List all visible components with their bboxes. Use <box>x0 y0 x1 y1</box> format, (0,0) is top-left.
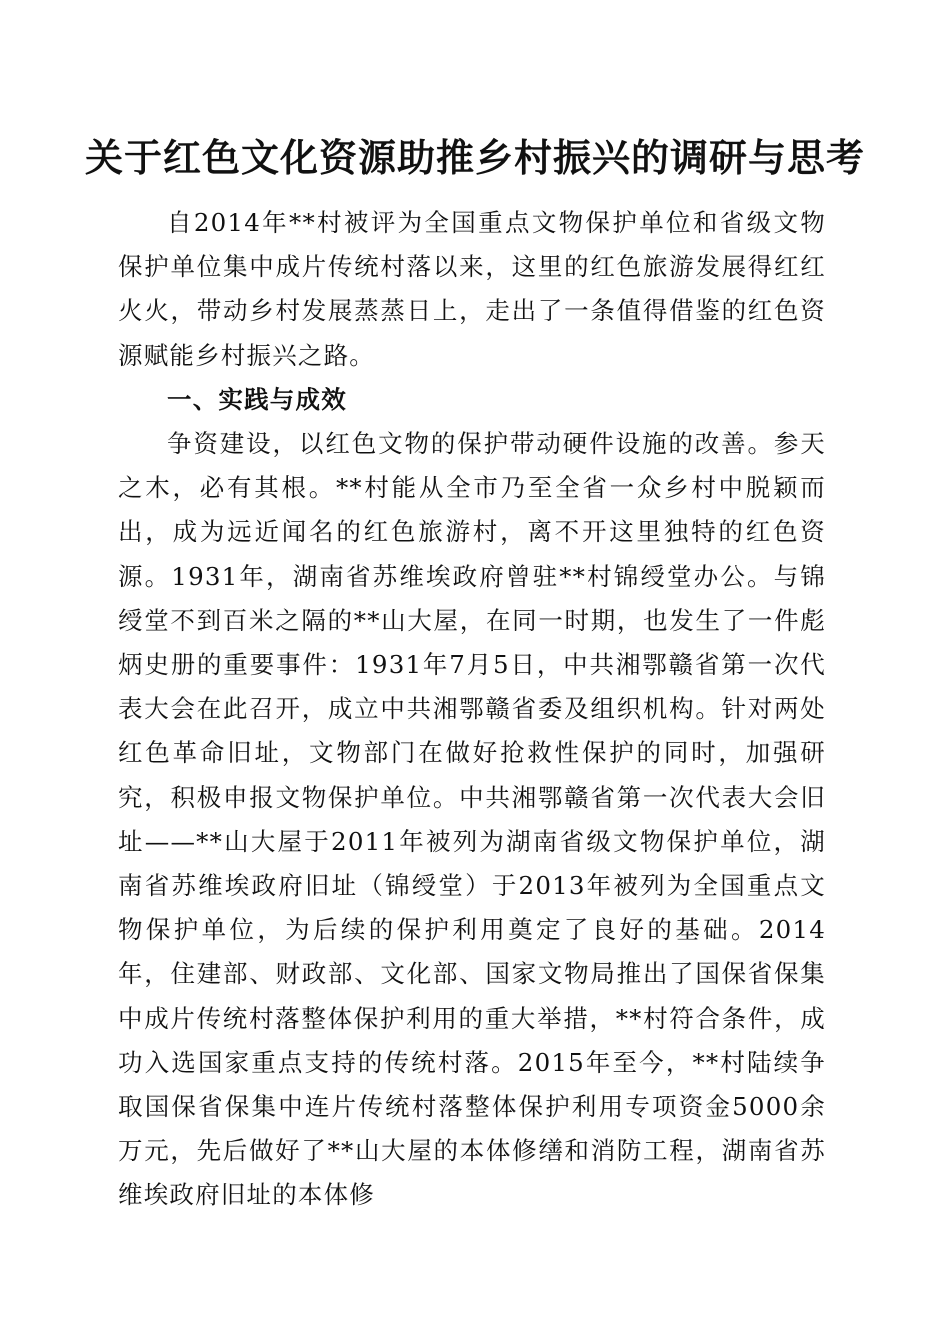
intro-paragraph: 自2014年**村被评为全国重点文物保护单位和省级文物保护单位集中成片传统村落以来，这里的红色旅游发展得红红火火，带动乡村发展蒸蒸日上，走出了一条值得借鉴的红色资源赋能乡村振兴之路。 <box>118 208 826 370</box>
document-title: 关于红色文化资源助推乡村振兴的调研与思考 <box>84 136 865 180</box>
section-heading: 一、实践与成效 <box>167 384 347 414</box>
document-body <box>118 201 826 1218</box>
body-paragraph: 争资建设，以红色文物的保护带动硬件设施的改善。参天之木，必有其根。**村能从全市乃至全省一众乡村中脱颖而出，成为远近闻名的红色旅游村，离不开这里独特的红色资源。1931年，湖南省苏维埃政府曾驻**村锦绶堂办公。与锦绶堂不到百米之隔的**山大屋，在同一时期，也发生了一件彪炳史册的重要事件：1931年7月5日，中共湘鄂赣省第一次代表大会在此召开，成立中共湘鄂赣省委及组织机构。针对两处红色革命旧址，文物部门在做好抢救性保护的同时，加强研究，积极申报文物保护单位。中共湘鄂赣省第一次代表大会旧址——**山大屋于2011年被列为湖南省级文物保护单位，湖南省苏维埃政府旧址（锦绶堂）于2013年被列为全国重点文物保护单位，为后续的保护利用奠定了良好的基础。2014年，住建部、财政部、文化部、国家文物局推出了国保省保集中成片传统村落整体保护利用的重大举措，**村符合条件，成功入选国家重点支持的传统村落。2015年至今，**村陆续争取国保省保集中连片传统村落整体保护利用专项资金5000余万元，先后做好了**山大屋的本体修缮和消防工程，湖南省苏维埃政府旧址的本体修 <box>118 429 826 1210</box>
